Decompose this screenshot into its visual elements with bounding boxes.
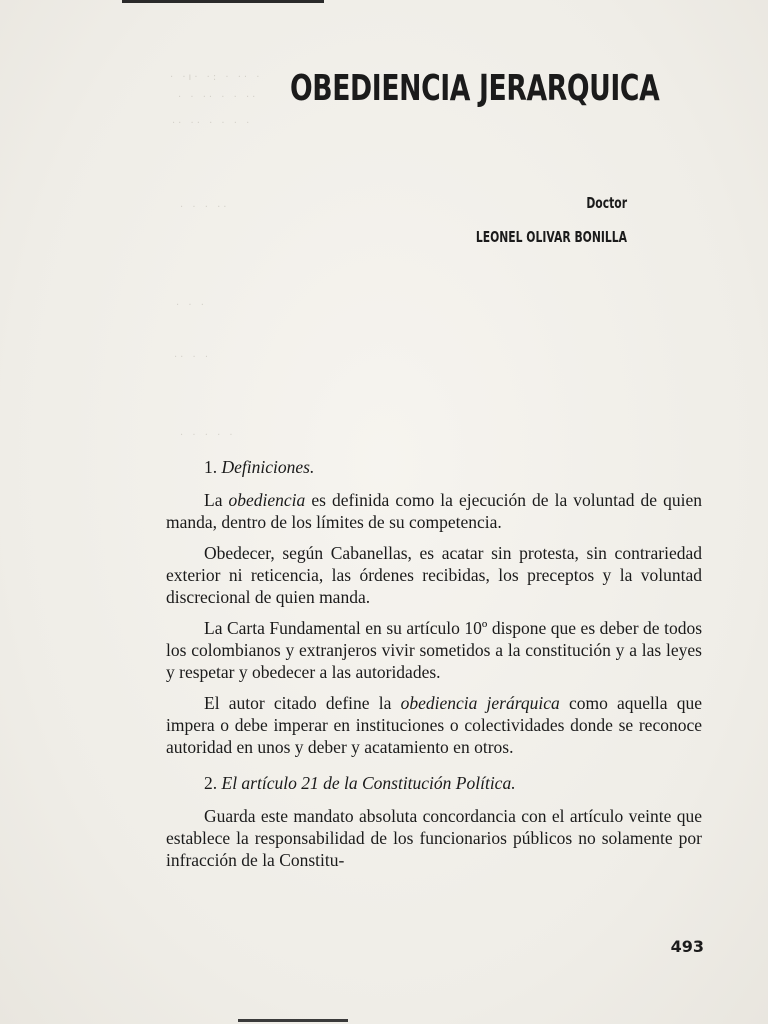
page-number: 493 bbox=[670, 937, 704, 956]
emphasized-term: obediencia bbox=[228, 490, 306, 510]
paragraph bbox=[166, 617, 702, 683]
section-heading bbox=[204, 772, 702, 794]
author-block bbox=[417, 186, 627, 254]
bleed-through: ·· · · bbox=[174, 352, 212, 363]
bleed-through: · · · · · bbox=[180, 430, 236, 441]
author-honorific: Doctor bbox=[586, 194, 627, 212]
section-number: 2. bbox=[204, 773, 218, 793]
author-name: LEONEL OLIVAR BONILLA bbox=[475, 228, 627, 246]
text-run: El autor citado define la bbox=[204, 693, 401, 713]
paragraph bbox=[166, 805, 702, 871]
bottom-rule bbox=[238, 1019, 348, 1022]
bleed-through: · · ·· · · ·· bbox=[178, 92, 259, 103]
paragraph bbox=[166, 489, 702, 533]
text-run: es definida como la ejecución de la voluntad de quien manda, dentro de los límites de su competencia. bbox=[166, 490, 702, 532]
text-run: La Carta Fundamental en su artículo 10º dispone que es deber de todos los colombianos y extranjeros vivir sometidos a la constitución y a las leyes y respetar y obedecer a las autoridades. bbox=[166, 618, 702, 682]
bleed-through: · · · bbox=[176, 300, 207, 311]
section-number: 1. bbox=[204, 457, 218, 477]
top-rule bbox=[122, 0, 324, 3]
section-title: Definiciones. bbox=[221, 457, 315, 477]
text-run: Obedecer, según Cabanellas, es acatar sin protesta, sin contrariedad exterior ni reticencia, las órdenes recibidas, los preceptos y la voluntad discrecional de quien manda. bbox=[166, 543, 702, 607]
text-run: Guarda este mandato absoluta concordancia con el artículo veinte que establece la responsabilidad de los funcionarios públicos no solamente por infracción de la Constitu- bbox=[166, 806, 702, 870]
article-title: OBEDIENCIA JERARQUICA bbox=[290, 68, 660, 109]
bleed-through: · · · ·· bbox=[180, 202, 230, 213]
bleed-through: ·· ·· · · · · bbox=[172, 118, 253, 129]
text-run: La bbox=[204, 490, 229, 510]
article-body bbox=[166, 456, 702, 880]
text-run: como aquella que impera o debe imperar en instituciones o colectividades donde se reconoce autoridad en unos y deber y acatamiento en otros. bbox=[166, 693, 702, 757]
paragraph bbox=[166, 542, 702, 608]
bleed-through: · ·ı· ·: · ·· · bbox=[170, 72, 263, 83]
section-heading bbox=[204, 456, 702, 478]
paragraph bbox=[166, 692, 702, 758]
emphasized-term: obediencia jerárquica bbox=[400, 693, 560, 713]
section-title: El artículo 21 de la Constitución Política. bbox=[221, 773, 516, 793]
